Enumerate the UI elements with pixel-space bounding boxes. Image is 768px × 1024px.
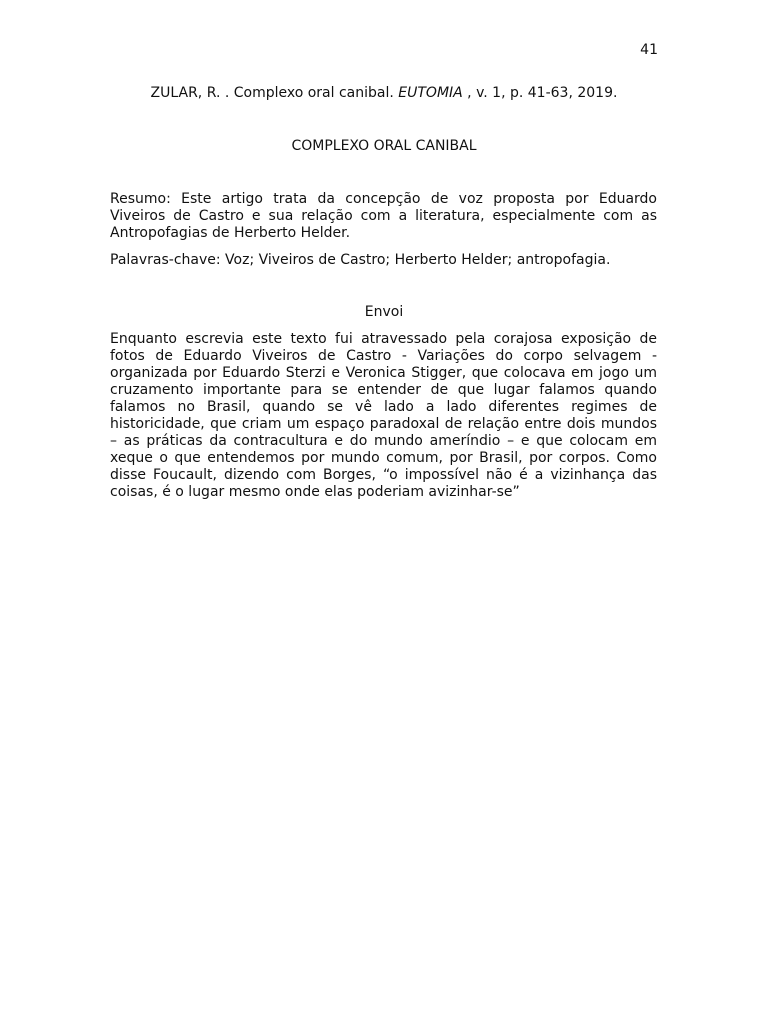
citation-text-start: ZULAR, R. . Complexo oral canibal. <box>150 85 399 101</box>
section-heading: Envoi <box>364 304 404 320</box>
citation-line <box>0 85 768 102</box>
article-title: COMPLEXO ORAL CANIBAL <box>291 138 477 154</box>
abstract-paragraph: Resumo: Este artigo trata da concepção de voz proposta por Eduardo Viveiros de Castro e sua relação com a literatura, especialmente com as Antropofagias de Herberto Helder. <box>110 191 657 241</box>
citation-journal: EUTOMIA <box>398 85 463 101</box>
citation-text-end: , v. 1, p. 41-63, 2019. <box>462 85 618 101</box>
body-paragraph: Enquanto escrevia este texto fui atravessado pela corajosa exposição de fotos de Eduardo Viveiros de Castro - Variações do corpo selvagem - organizada por Eduardo Sterzi e Veronica Stigger, que colocava em jogo um cruzamento importante para se entender de que lugar falamos quando falamos no Brasil, quando se vê lado a lado diferentes regimes de historicidade, que criam um espaço paradoxal de relação entre dois mundos – as práticas da contracultura e do mundo ameríndio – e que colocam em xeque o que entendemos por mundo comum, por Brasil, por corpos. Como disse Foucault, dizendo com Borges, “o impossível não é a vizinhança das coisas, é o lugar mesmo onde elas poderiam avizinhar-se” <box>110 331 657 500</box>
page-number: 41 <box>640 42 658 58</box>
keywords-paragraph: Palavras-chave: Voz; Viveiros de Castro; Herberto Helder; antropofagia. <box>110 252 611 268</box>
